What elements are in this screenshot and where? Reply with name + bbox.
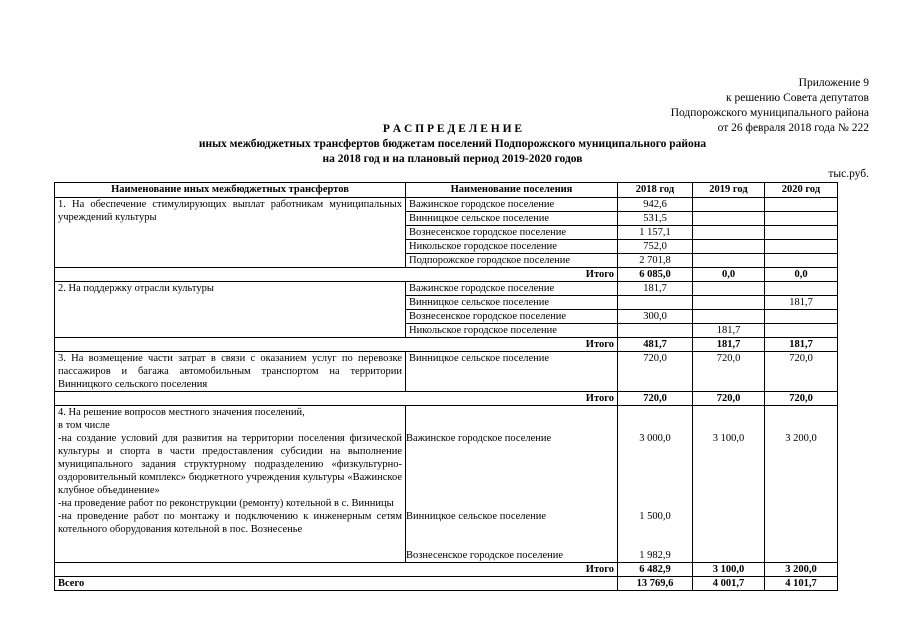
value-2019 — [693, 254, 765, 268]
section-name: 3. На возмещение части затрат в связи с оказанием услуг по перевозке пассажиров и багажа автомобильным транспортом на территории Винницкого сельского поселения — [55, 352, 406, 392]
subtotal-row — [55, 268, 838, 282]
section-item-2: -на проведение работ по реконструкции (ремонту) котельной в с. Винницы — [58, 498, 394, 509]
value-2020: 720,0 — [765, 352, 838, 392]
value-2018: 181,7 — [618, 282, 693, 296]
subtotal-2018: 6 482,9 — [618, 563, 693, 577]
subtotal-2020: 0,0 — [765, 268, 838, 282]
subtotal-2019: 720,0 — [693, 392, 765, 406]
value-2019: 3 100,0 — [712, 433, 745, 444]
section-name: 1. На обеспечение стимулирующих выплат работникам муниципальных учреждений культуры — [55, 198, 406, 268]
header-2020: 2020 год — [765, 183, 838, 198]
table-header-row — [55, 183, 838, 198]
settlement-cell: Вознесенское городское поселение — [406, 310, 618, 324]
subtotal-2019: 0,0 — [693, 268, 765, 282]
subtotal-row — [55, 338, 838, 352]
grand-total-2018: 13 769,6 — [618, 577, 693, 591]
value-2019 — [693, 212, 765, 226]
document-title: Р А С П Р Е Д Е Л Е Н И Е — [382, 123, 523, 135]
value-2018: 942,6 — [618, 198, 693, 212]
section-name — [55, 406, 406, 563]
header-settlement: Наименование поселения — [406, 183, 618, 198]
value-2019 — [693, 226, 765, 240]
settlement-cell: Важинское городское поселение — [406, 433, 552, 444]
value-2018: 1 982,9 — [639, 550, 671, 561]
value-column-2018 — [618, 406, 693, 563]
appendix-line-3: Подпорожского муниципального района — [670, 107, 869, 119]
value-2019: 720,0 — [693, 352, 765, 392]
value-2020 — [765, 310, 838, 324]
document-heading — [0, 122, 905, 167]
value-2019 — [693, 198, 765, 212]
table-row — [55, 406, 838, 563]
subtotal-label: Итого — [55, 563, 618, 577]
value-column-2019 — [693, 406, 765, 563]
document-subtitle-2: на 2018 год и на плановый период 2019-2020 годов — [322, 153, 583, 165]
transfers-table — [54, 182, 838, 591]
section-name: 2. На поддержку отрасли культуры — [55, 282, 406, 338]
subtotal-2020: 720,0 — [765, 392, 838, 406]
subtotal-2018: 6 085,0 — [618, 268, 693, 282]
value-2018: 1 157,1 — [618, 226, 693, 240]
table-row — [55, 282, 838, 296]
section-intro: 4. На решение вопросов местного значения поселений, — [58, 407, 305, 418]
subtotal-label: Итого — [55, 268, 618, 282]
settlement-cell: Винницкое сельское поселение — [406, 511, 547, 522]
value-2020 — [765, 324, 838, 338]
subtotal-label: Итого — [55, 338, 618, 352]
value-2018: 3 000,0 — [639, 433, 671, 444]
value-2018: 300,0 — [618, 310, 693, 324]
subtotal-2019: 3 100,0 — [693, 563, 765, 577]
subtotal-row — [55, 563, 838, 577]
value-2020 — [765, 254, 838, 268]
value-2018: 720,0 — [618, 352, 693, 392]
section-item-1: -на создание условий для развития на территории поселения физической культуры и спорта в части предоставления субсидии на выполнение муниципального задания структурному подразделению «физкультурно-оздоровительный комплекс» бюджетного учреждения культуры «Важинское клубное объединение» — [58, 433, 402, 496]
settlement-cell: Никольское городское поселение — [406, 324, 618, 338]
value-2018: 531,5 — [618, 212, 693, 226]
value-2020 — [765, 226, 838, 240]
subtotal-2020: 3 200,0 — [765, 563, 838, 577]
settlement-cell: Важинское городское поселение — [406, 198, 618, 212]
subtotal-2018: 720,0 — [618, 392, 693, 406]
grand-total-2020: 4 101,7 — [765, 577, 838, 591]
section-intro-2: в том числе — [58, 420, 110, 431]
settlement-cell: Никольское городское поселение — [406, 240, 618, 254]
value-column-2020 — [765, 406, 838, 563]
appendix-line-1: Приложение 9 — [798, 77, 869, 89]
settlement-cell: Важинское городское поселение — [406, 282, 618, 296]
subtotal-2019: 181,7 — [693, 338, 765, 352]
unit-label: тыс.руб. — [828, 168, 869, 180]
value-2019 — [693, 296, 765, 310]
settlement-cell: Винницкое сельское поселение — [406, 352, 618, 392]
settlement-cell: Винницкое сельское поселение — [406, 212, 618, 226]
value-2018: 2 701,8 — [618, 254, 693, 268]
header-2018: 2018 год — [618, 183, 693, 198]
value-2018: 752,0 — [618, 240, 693, 254]
table-row — [55, 352, 838, 392]
subtotal-2018: 481,7 — [618, 338, 693, 352]
settlement-cell: Вознесенское городское поселение — [406, 550, 564, 561]
document-subtitle-1: иных межбюджетных трансфертов бюджетам поселений Подпорожского муниципального района — [198, 138, 707, 150]
value-2018: 1 500,0 — [639, 511, 671, 522]
settlement-cell: Подпорожское городское поселение — [406, 254, 618, 268]
value-2020: 3 200,0 — [785, 433, 817, 444]
value-2020 — [765, 212, 838, 226]
value-2020 — [765, 282, 838, 296]
appendix-line-4: от 26 февраля 2018 года № 222 — [717, 122, 869, 134]
settlement-cell: Винницкое сельское поселение — [406, 296, 618, 310]
value-2020 — [765, 198, 838, 212]
value-2019 — [693, 240, 765, 254]
subtotal-row — [55, 392, 838, 406]
value-2018 — [618, 324, 693, 338]
section-item-3: -на проведение работ по монтажу и подключению к инженерным сетям котельного оборудования котельной в пос. Вознесенье — [58, 511, 402, 535]
value-2020: 181,7 — [765, 296, 838, 310]
header-name: Наименование иных межбюджетных трансфертов — [55, 183, 406, 198]
value-2019: 181,7 — [693, 324, 765, 338]
appendix-line-2: к решению Совета депутатов — [726, 92, 869, 104]
grand-total-row — [55, 577, 838, 591]
subtotal-label: Итого — [55, 392, 618, 406]
value-2018 — [618, 296, 693, 310]
settlement-column — [406, 406, 618, 563]
grand-total-2019: 4 001,7 — [693, 577, 765, 591]
header-2019: 2019 год — [693, 183, 765, 198]
value-2019 — [693, 282, 765, 296]
settlement-cell: Вознесенское городское поселение — [406, 226, 618, 240]
table-row — [55, 198, 838, 212]
grand-total-label: Всего — [55, 577, 618, 591]
subtotal-2020: 181,7 — [765, 338, 838, 352]
value-2019 — [693, 310, 765, 324]
value-2020 — [765, 240, 838, 254]
